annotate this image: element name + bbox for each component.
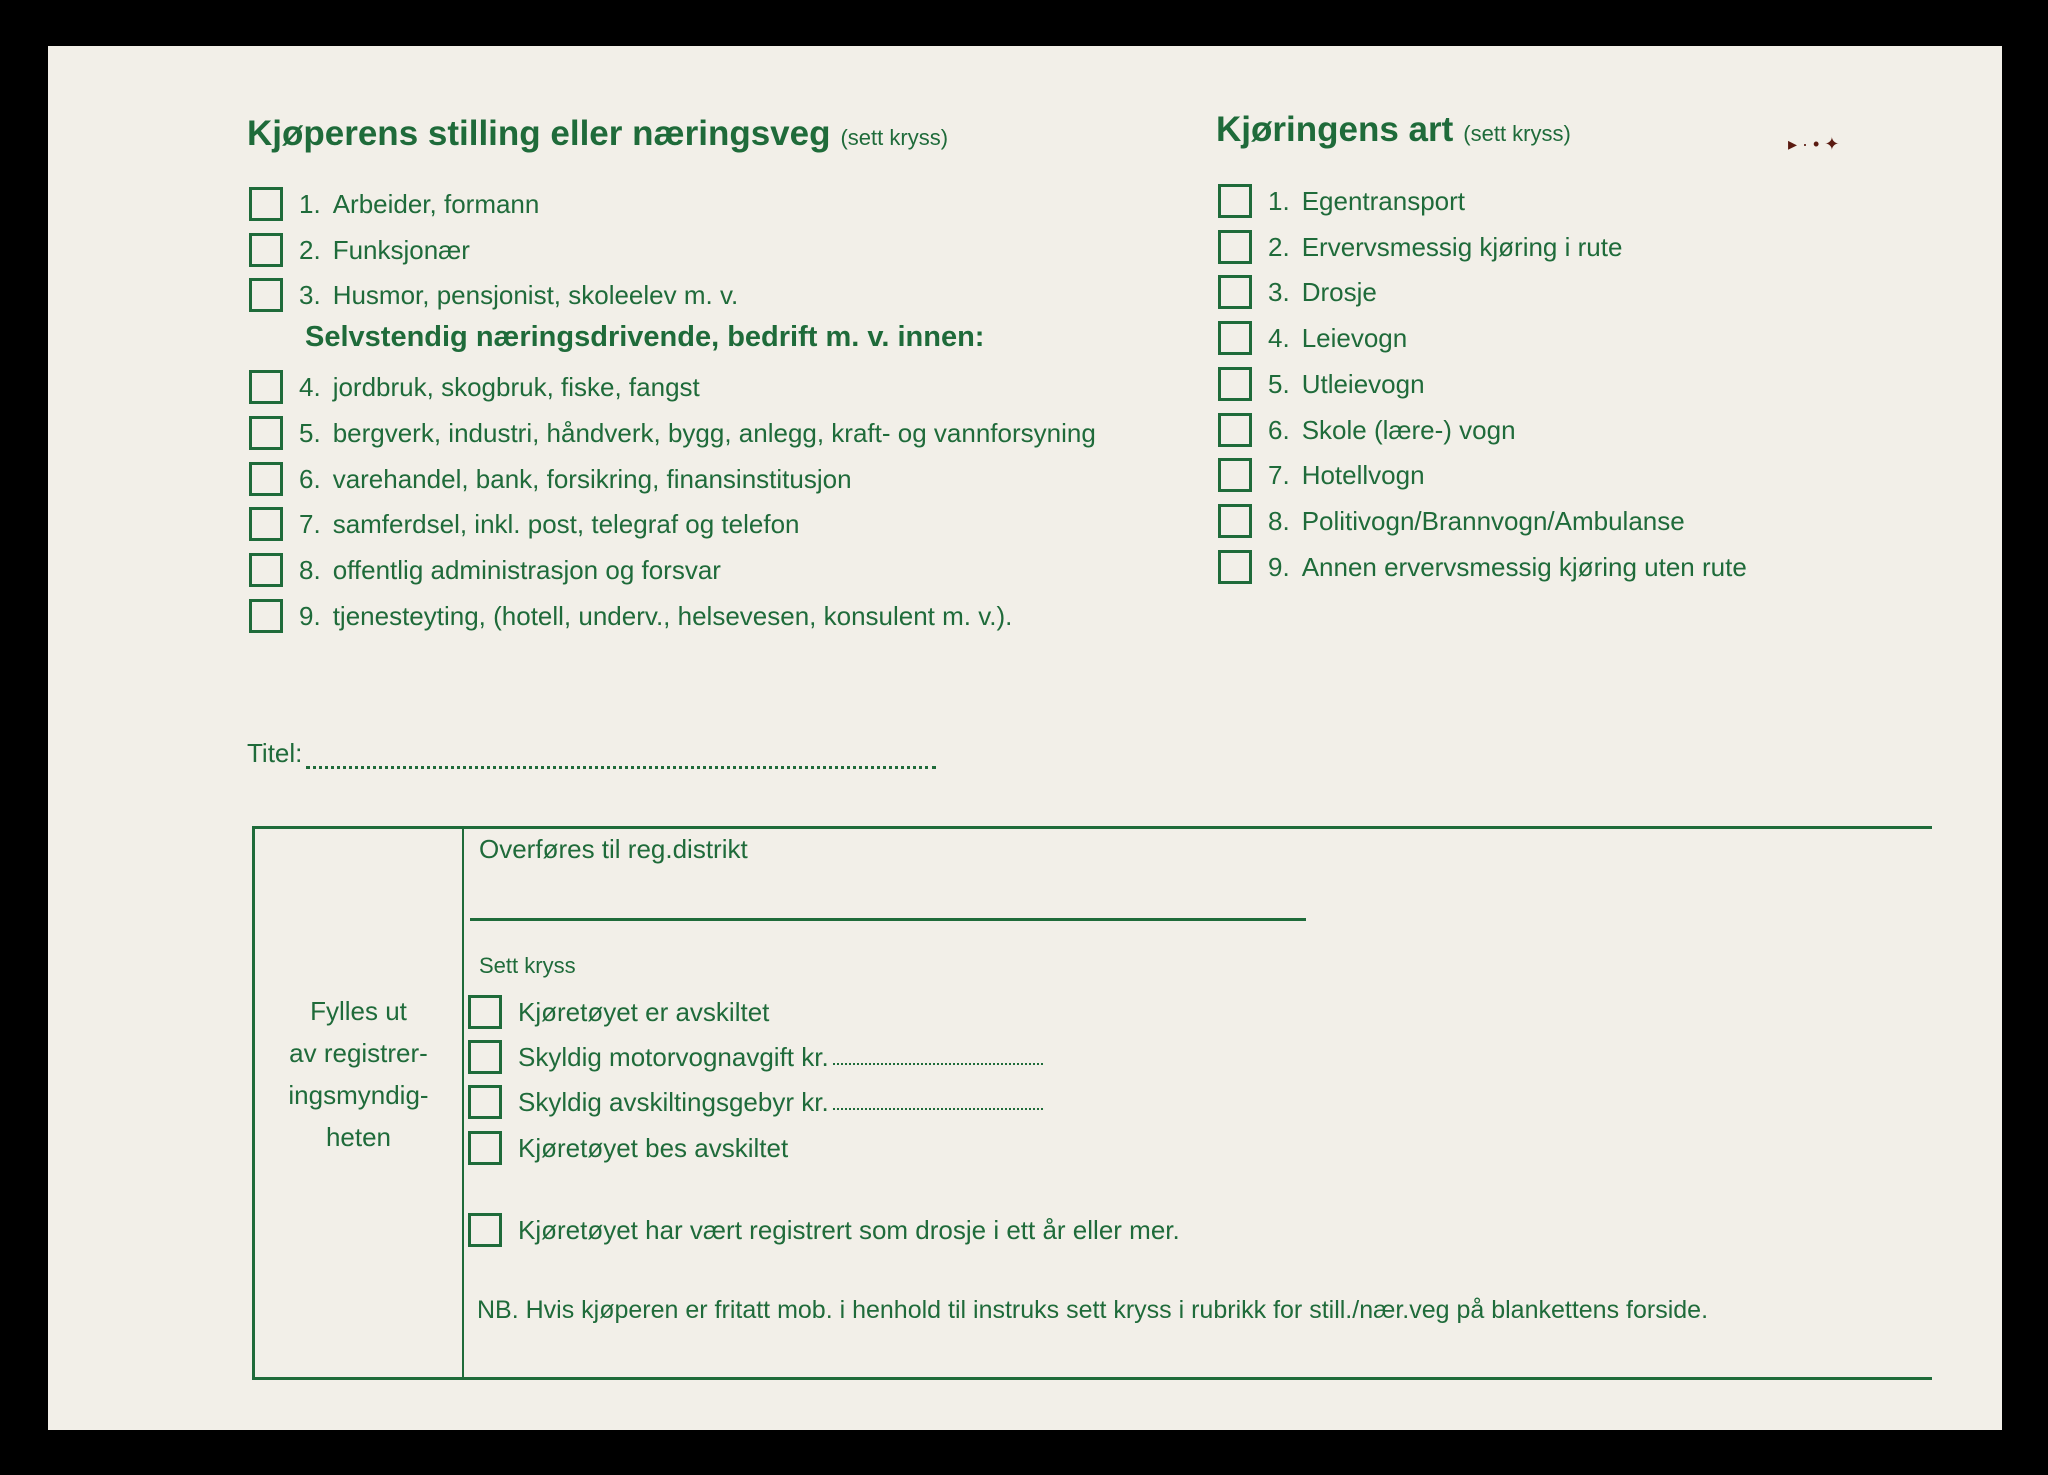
driving-option-8[interactable]: [1218, 501, 1685, 541]
box-top-rule: [252, 826, 1932, 829]
occupation-option-2[interactable]: [249, 230, 470, 270]
option-number: 1.: [299, 188, 321, 219]
option-number: 9.: [1268, 551, 1290, 582]
reg-option-motor-tax-owed[interactable]: [468, 1037, 1043, 1077]
registration-authority-label: [255, 990, 462, 1158]
checkbox[interactable]: [1218, 184, 1252, 218]
option-label: Politivogn/Brannvogn/Ambulanse: [1301, 505, 1685, 536]
transfer-district-label: Overføres til reg.distrikt: [479, 834, 748, 864]
option-number: 2.: [1268, 231, 1290, 262]
checkbox[interactable]: [1218, 275, 1252, 309]
checkbox[interactable]: [249, 370, 283, 404]
checkbox[interactable]: [1218, 413, 1252, 447]
driving-type-title: Kjøringens art: [1216, 110, 1454, 149]
option-label: Utleievogn: [1301, 368, 1425, 399]
option-label: Kjøretøyet er avskiltet: [518, 996, 770, 1027]
buyer-occupation-note: (sett kryss): [840, 125, 949, 150]
driving-option-3[interactable]: [1218, 272, 1377, 312]
option-number: 9.: [299, 600, 321, 631]
checkbox[interactable]: [1218, 458, 1252, 492]
option-label: tjenesteyting, (hotell, underv., helsevesen, konsulent m. v.).: [332, 600, 1013, 631]
checkbox[interactable]: [1218, 367, 1252, 401]
checkbox[interactable]: [249, 507, 283, 541]
occupation-option-1[interactable]: [249, 184, 539, 224]
driving-option-5[interactable]: [1218, 364, 1425, 404]
section-title-buyer-occupation: [247, 114, 948, 154]
option-label: jordbruk, skogbruk, fiske, fangst: [332, 371, 700, 402]
driving-option-1[interactable]: [1218, 181, 1465, 221]
reg-option-deregistered[interactable]: [468, 992, 769, 1032]
nb-note: NB. Hvis kjøperen er fritatt mob. i henhold til instruks sett kryss i rubrikk for still./nær.veg på blankettens forside.: [477, 1296, 1709, 1324]
option-label: Arbeider, formann: [332, 188, 540, 219]
option-label: varehandel, bank, forsikring, finansinstitusjon: [332, 463, 852, 494]
option-number: 2.: [299, 234, 321, 265]
option-number: 7.: [299, 508, 321, 539]
driving-option-9[interactable]: [1218, 547, 1747, 587]
option-number: 5.: [1268, 368, 1290, 399]
option-number: 5.: [299, 417, 321, 448]
option-label: Leievogn: [1301, 322, 1408, 353]
checkbox[interactable]: [468, 995, 502, 1029]
option-number: 8.: [299, 554, 321, 585]
option-number: 1.: [1268, 185, 1290, 216]
buyer-occupation-title: Kjøperens stilling eller næringsveg: [247, 114, 831, 153]
reg-option-taxi-one-year[interactable]: [468, 1210, 1180, 1250]
occupation-option-6[interactable]: [249, 459, 852, 499]
box-bottom-rule: [252, 1377, 1932, 1380]
amount-dotted-line[interactable]: [833, 1049, 1043, 1065]
checkbox[interactable]: [249, 553, 283, 587]
transfer-district-field-line[interactable]: [470, 918, 1306, 921]
option-number: 4.: [1268, 322, 1290, 353]
option-number: 8.: [1268, 505, 1290, 536]
title-field-label: Titel:: [247, 738, 303, 768]
reg-option-deregistration-fee-owed[interactable]: [468, 1082, 1043, 1122]
option-number: 3.: [1268, 276, 1290, 307]
form-back-side: [48, 46, 2002, 1430]
option-label: Hotellvogn: [1301, 459, 1425, 490]
occupation-option-5[interactable]: [249, 413, 1096, 453]
driving-option-6[interactable]: [1218, 410, 1516, 450]
option-label: Kjøretøyet bes avskiltet: [518, 1132, 789, 1163]
option-label: Skyldig avskiltingsgebyr kr.: [518, 1086, 829, 1117]
ink-specks: ▸ · • ✦: [1788, 134, 1840, 154]
self-employed-subheading: Selvstendig næringsdrivende, bedrift m. v. innen:: [305, 321, 985, 353]
option-number: 3.: [299, 279, 321, 310]
checkbox[interactable]: [468, 1131, 502, 1165]
checkbox[interactable]: [1218, 230, 1252, 264]
side-label-line: heten: [325, 1122, 392, 1152]
checkbox[interactable]: [468, 1085, 502, 1119]
option-label: Drosje: [1301, 276, 1377, 307]
checkbox[interactable]: [468, 1040, 502, 1074]
option-number: 6.: [299, 463, 321, 494]
occupation-option-9[interactable]: [249, 596, 1012, 636]
checkbox[interactable]: [249, 462, 283, 496]
checkbox[interactable]: [249, 416, 283, 450]
option-label: Skyldig motorvognavgift kr.: [518, 1041, 829, 1072]
driving-option-7[interactable]: [1218, 455, 1425, 495]
option-number: 7.: [1268, 459, 1290, 490]
option-label: Skole (lære-) vogn: [1301, 414, 1516, 445]
option-label: bergverk, industri, håndverk, bygg, anlegg, kraft- og vannforsyning: [332, 417, 1096, 448]
set-cross-note: Sett kryss: [479, 953, 576, 978]
section-title-driving-type: [1216, 110, 1571, 150]
option-label: Husmor, pensjonist, skoleelev m. v.: [332, 279, 739, 310]
occupation-option-4[interactable]: [249, 367, 700, 407]
amount-dotted-line[interactable]: [833, 1094, 1043, 1110]
checkbox[interactable]: [468, 1213, 502, 1247]
option-label: offentlig administrasjon og forsvar: [332, 554, 721, 585]
option-label: samferdsel, inkl. post, telegraf og telefon: [332, 508, 800, 539]
checkbox[interactable]: [1218, 504, 1252, 538]
checkbox[interactable]: [1218, 550, 1252, 584]
side-label-line: ingsmyndig-: [288, 1080, 429, 1110]
option-number: 6.: [1268, 414, 1290, 445]
reg-option-request-deregistration[interactable]: [468, 1128, 788, 1168]
box-divider-rule: [462, 826, 464, 1380]
option-number: 4.: [299, 371, 321, 402]
checkbox[interactable]: [249, 599, 283, 633]
driving-option-2[interactable]: [1218, 227, 1622, 267]
option-label: Annen ervervsmessig kjøring uten rute: [1301, 551, 1747, 582]
driving-type-note: (sett kryss): [1463, 121, 1571, 146]
occupation-option-7[interactable]: [249, 504, 800, 544]
occupation-option-8[interactable]: [249, 550, 721, 590]
checkbox[interactable]: [249, 187, 283, 221]
side-label-line: av registrer-: [289, 1038, 428, 1068]
driving-option-4[interactable]: [1218, 318, 1407, 358]
option-label: Kjøretøyet har vært registrert som drosje i ett år eller mer.: [518, 1214, 1180, 1245]
checkbox[interactable]: [1218, 321, 1252, 355]
option-label: Ervervsmessig kjøring i rute: [1301, 231, 1623, 262]
option-label: Egentransport: [1301, 185, 1466, 216]
side-label-line: Fylles ut: [310, 996, 407, 1026]
occupation-option-3[interactable]: [249, 275, 738, 315]
title-field-dotted-line[interactable]: [306, 748, 936, 769]
option-label: Funksjonær: [332, 234, 470, 265]
title-field[interactable]: [247, 738, 936, 769]
checkbox[interactable]: [249, 278, 283, 312]
checkbox[interactable]: [249, 233, 283, 267]
